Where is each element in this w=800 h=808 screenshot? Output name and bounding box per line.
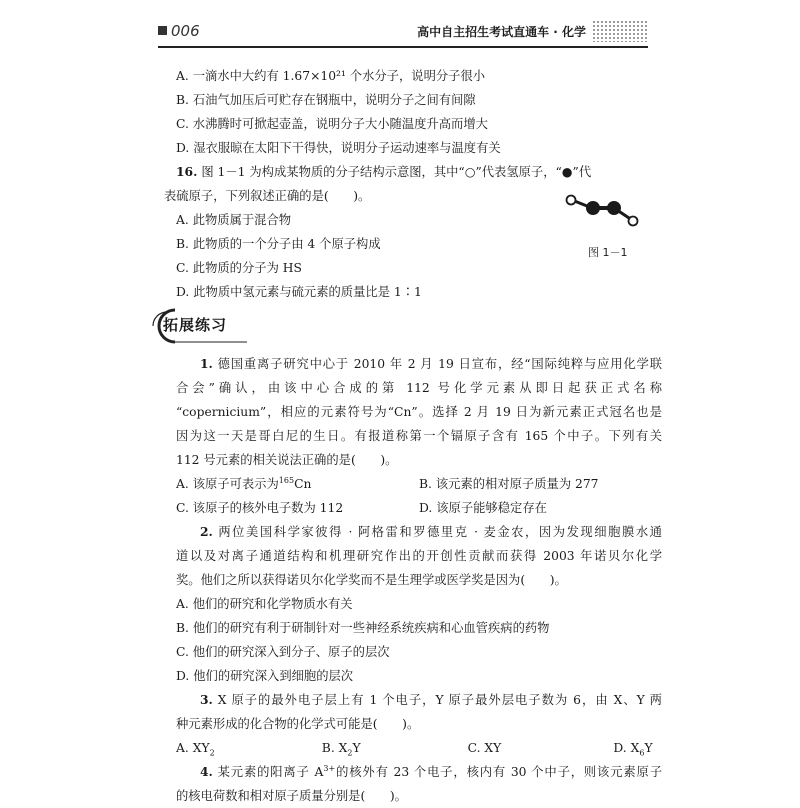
p2-option-d: D. 他们的研究深入到细胞的层次 (176, 669, 354, 683)
q15-option-b: B. 石油气加压后可贮存在钢瓶中，说明分子之间有间隙 (176, 93, 476, 107)
halftone-dots-decoration (592, 20, 648, 42)
q16-number: 16. (176, 164, 198, 179)
book-title: 高中自主招生考试直通车 · 化学 (417, 25, 586, 39)
p1-option-a-symbol: Cn (294, 477, 312, 491)
p3-option-d-tail: Y (644, 741, 653, 755)
p2-line3: 奖。他们之所以获得诺贝尔化学奖而不是生理学或医学奖是因为( )。 (176, 573, 567, 587)
p4-charge: 3+ (323, 763, 336, 773)
p1-option-a (176, 472, 419, 496)
p3-option-d (613, 736, 662, 760)
q16-stem-text1: 图 1－1 为构成某物质的分子结构示意图，其中“○”代表氢原子，“●”代 (201, 165, 592, 179)
questions-top (164, 64, 656, 304)
p3-option-d-text: D. X (613, 741, 640, 755)
p1-options-ab (176, 472, 662, 496)
p4-text1a: 某元素的阳离子 A (217, 765, 324, 779)
p3-option-a (176, 736, 322, 760)
p3-option-a-text: A. XY (176, 741, 210, 755)
p1-options-cd (176, 496, 662, 520)
p2-line2: 道以及对离子通道结构和机理研究作出的开创性贡献而获得 2003 年诺贝尔化学 (176, 549, 662, 563)
p2-number: 2. (200, 524, 213, 539)
p2-option-b: B. 他们的研究有利于研制针对一些神经系统疾病和心血管疾病的药物 (176, 621, 550, 635)
sulfur-atom-right (607, 201, 621, 215)
p3-line1 (176, 688, 662, 712)
p1-line5: 112 号元素的相关说法正确的是( )。 (176, 453, 398, 467)
p1-option-c: C. 该原子的核外电子数为 112 (176, 501, 344, 515)
page-header (158, 20, 648, 48)
q16-option-a: A. 此物质属于混合物 (176, 213, 292, 227)
p1-option-a-text: A. 该原子可表示为 (176, 477, 279, 491)
hydrogen-atom-left (567, 196, 576, 205)
page-number: 006 (171, 22, 200, 40)
section-title: 拓展练习 (163, 316, 228, 334)
p3-option-c: C. XY (467, 741, 502, 755)
hydrogen-atom-right (629, 217, 638, 226)
p2-text1: 两位美国科学家彼得 · 阿格雷和罗德里克 · 麦金农，因为发现细胞膜水通 (218, 525, 662, 539)
practice-questions (176, 352, 662, 808)
p1-line1 (176, 352, 662, 376)
p1-number: 1. (200, 356, 213, 371)
p1-text1: 德国重离子研究中心于 2010 年 2 月 19 日宣布，经“国际纯粹与应用化学联 (217, 357, 662, 371)
sulfur-atom-left (586, 201, 600, 215)
q15-option-c: C. 水沸腾时可掀起壶盖，说明分子大小随温度升高而增大 (176, 117, 488, 131)
p3-text1: X 原子的最外电子层上有 1 个电子，Y 原子最外层电子数为 6，由 X、Y 两 (217, 693, 662, 707)
p2-option-a: A. 他们的研究和化学物质水有关 (176, 597, 353, 611)
q16-option-b: B. 此物质的一个分子由 4 个原子构成 (176, 237, 381, 251)
page-marker-square (158, 26, 167, 35)
p2-option-c: C. 他们的研究深入到分子、原子的层次 (176, 645, 390, 659)
p1-option-d: D. 该原子能够稳定存在 (419, 501, 547, 515)
q16-option-c: C. 此物质的分子为 HS (176, 261, 302, 275)
p3-option-a-sub: 2 (209, 748, 215, 758)
p3-option-b (322, 736, 468, 760)
p3-option-d-sub: 6 (639, 748, 645, 758)
q16-stem-line1 (176, 160, 656, 184)
p3-line2: 种元素形成的化合物的化学式可能是( )。 (176, 717, 420, 731)
p3-number: 3. (200, 692, 213, 707)
p4-text1b: 的核外有 23 个电子，核内有 30 个中子，则该元素原子 (335, 765, 662, 779)
p3-options (176, 736, 662, 760)
p3-option-b-text: B. X (321, 741, 348, 755)
p1-line2: 合会”确认，由该中心合成的第 112 号化学元素从即日起获正式名称 (176, 381, 662, 395)
q16-stem-line2: 表硫原子，下列叙述正确的是( )。 (164, 189, 371, 203)
figure-label: 图 1－1 (588, 246, 628, 259)
q15-option-d: D. 湿衣服晾在太阳下干得快，说明分子运动速率与温度有关 (176, 141, 501, 155)
molecule-figure (562, 193, 642, 229)
q15-option-a: A. 一滴水中大约有 1.67×10²¹ 个水分子，说明分子很小 (176, 69, 486, 83)
p3-option-b-sub: 2 (347, 748, 353, 758)
p1-option-b: B. 该元素的相对原子质量为 277 (419, 477, 599, 491)
p4-number: 4. (200, 764, 213, 779)
p4-line2: 的核电荷数和相对原子质量分别是( )。 (176, 789, 407, 803)
p4-line1 (176, 760, 662, 784)
p1-line4: 因为这一天是哥白尼的生日。有报道称第一个镉原子含有 165 个中子。下列有关 (176, 429, 662, 443)
p1-option-a-mass: 165 (278, 475, 295, 485)
section-heading (147, 306, 257, 346)
p2-line1 (176, 520, 662, 544)
q16-option-d: D. 此物质中氢元素与硫元素的质量比是 1∶1 (176, 285, 422, 299)
p1-line3: “copernicium”，相应的元素符号为“Cn”。选择 2 月 19 日为新元素正式冠名也是 (176, 405, 662, 419)
p3-option-b-tail: Y (352, 741, 361, 755)
